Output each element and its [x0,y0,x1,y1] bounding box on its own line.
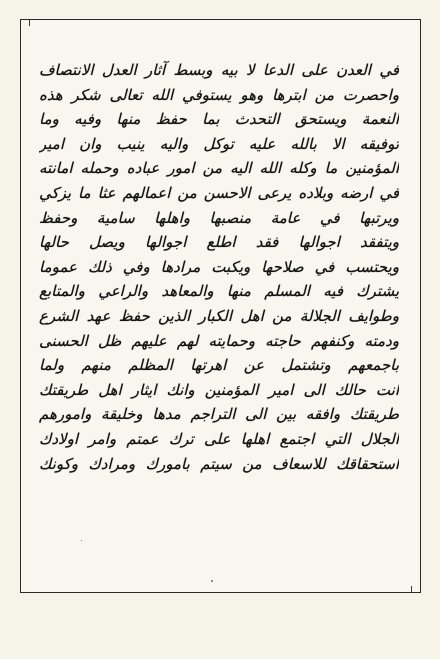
manuscript-line: في ارضه وبلاده يرعى الاحسن من اعمالهم عثا ما يزكي [39,183,399,202]
manuscript-line: يشترك فيه المسلم منها والمعاهد والراعي والمتابع [39,282,399,301]
manuscript-line: الجلال التي اجتمع اهلها على ترك عمتم وامر اولادك [39,429,399,448]
manuscript-line: النعمة ويستحق التحدث بما حفظ منها وفيه وما [39,110,399,129]
manuscript-line: في العدن على الدعا لا بيه وبسط آثار العدل الانتصاف [39,61,399,79]
manuscript-line: توفيقه الا بالله عليه توكل واليه ينيب وان امير [39,134,399,153]
manuscript-line: باجمعهم وتشتمل عن اهرتها المظلم منهم ولما [39,356,399,375]
manuscript-line: المؤمنين ما وكله الله اليه من امور عباده وحمله امانته [39,159,399,178]
manuscript-line: انت حالك الى امير المؤمنين وانك ايثار اهل طريقتك [39,380,399,399]
manuscript-line: ودمته وكنفهم حاجته وحمايته لهم عليهم ظل الحسنى [39,331,399,350]
manuscript-text [39,58,399,476]
scan-speck [81,540,82,541]
manuscript-line: ويحتسب في صلاحها ويكبت مرادها وفي ذلك عموما [39,257,399,276]
scan-speck [211,580,213,582]
manuscript-line: ويتفقد اجوالها فقد اطلع اجوالها ويصل حالها [39,233,399,252]
manuscript-line: طريقتك وافقه بين الى التراجم مدها وخليقة وامورهم [39,405,399,424]
page-frame [20,19,421,593]
manuscript-line: ويرتبها في عامة منصبها واهلها سامية وحفظ [39,208,399,227]
manuscript-line: وطوايف الجلالة من اهل الكبار الذين حفظ عهد الشرع [39,306,399,325]
frame-tick-mark [411,586,412,592]
manuscript-line: استحقاقك للاسعاف من سيتم بامورك ومرادك وكونك [39,454,399,473]
frame-tick-mark [29,20,30,26]
manuscript-line: واحصرت من ابترها وهو يستوفي الله تعالى شكر هذه [39,85,399,104]
